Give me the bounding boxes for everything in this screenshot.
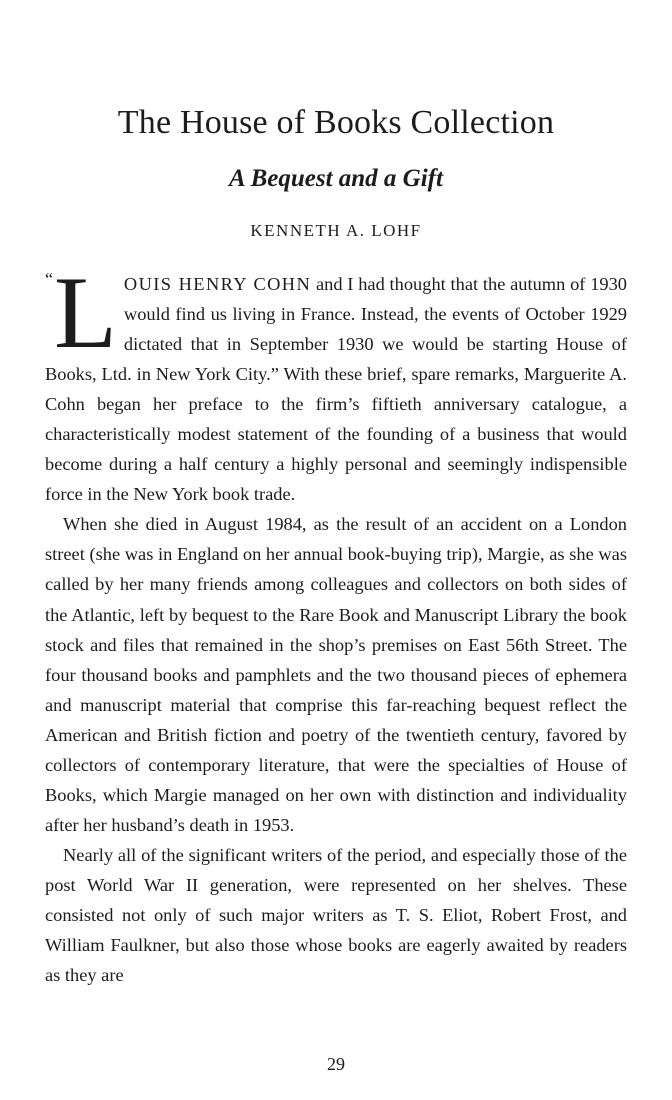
article-title: The House of Books Collection [117,104,555,141]
article-author: KENNETH A. LOHF [250,221,422,240]
article-body [45,256,627,990]
page-number: 29 [327,1054,345,1074]
article-subtitle: A Bequest and a Gift [229,165,443,192]
paragraph-1-text: and I had thought that the autumn of 1930 would find us living in France. Instead, the events of October 1929 dictated that in September 1930 we would be starting House of Books, Ltd. in New York City.” With these brief, spare remarks, Marguerite A. Cohn began her preface to the firm’s fiftieth anniversary catalogue, a characteristically modest statement of the founding of a business that would become during a half century a highly personal and seemingly indispensible force in the New York book trade. [45,274,627,505]
drop-cap: L [54,256,117,370]
opening-quote-mark: “ [45,269,52,289]
paragraph-1-small-caps: OUIS HENRY COHN [123,274,312,294]
paragraph-2: When she died in August 1984, as the result of an accident on a London street (she was in England on her annual book-buying trip), Margie, as she was called by her many friends among colleagues and collectors on both sides of the Atlantic, left by bequest to the Rare Book and Manuscript Library the book stock and files that remained in the shop’s premises on East 56th Street. The four thousand books and pamphlets and the two thousand pieces of ephemera and manuscript material that comprise this far-reaching bequest reflect the American and British fiction and poetry of the twentieth century, favored by collectors of contemporary literature, that were the specialties of House of Books, which Margie managed on her own with distinction and individuality after her husband’s death in 1953. [45,514,627,835]
paragraph-1 [45,256,627,509]
paragraph-3: Nearly all of the significant writers of the period, and especially those of the post World War II generation, were represented on her shelves. These consisted not only of such major writers as T. S. Eliot, Robert Frost, and William Faulkner, but also those whose books are eagerly awaited by readers as they are [45,844,627,986]
